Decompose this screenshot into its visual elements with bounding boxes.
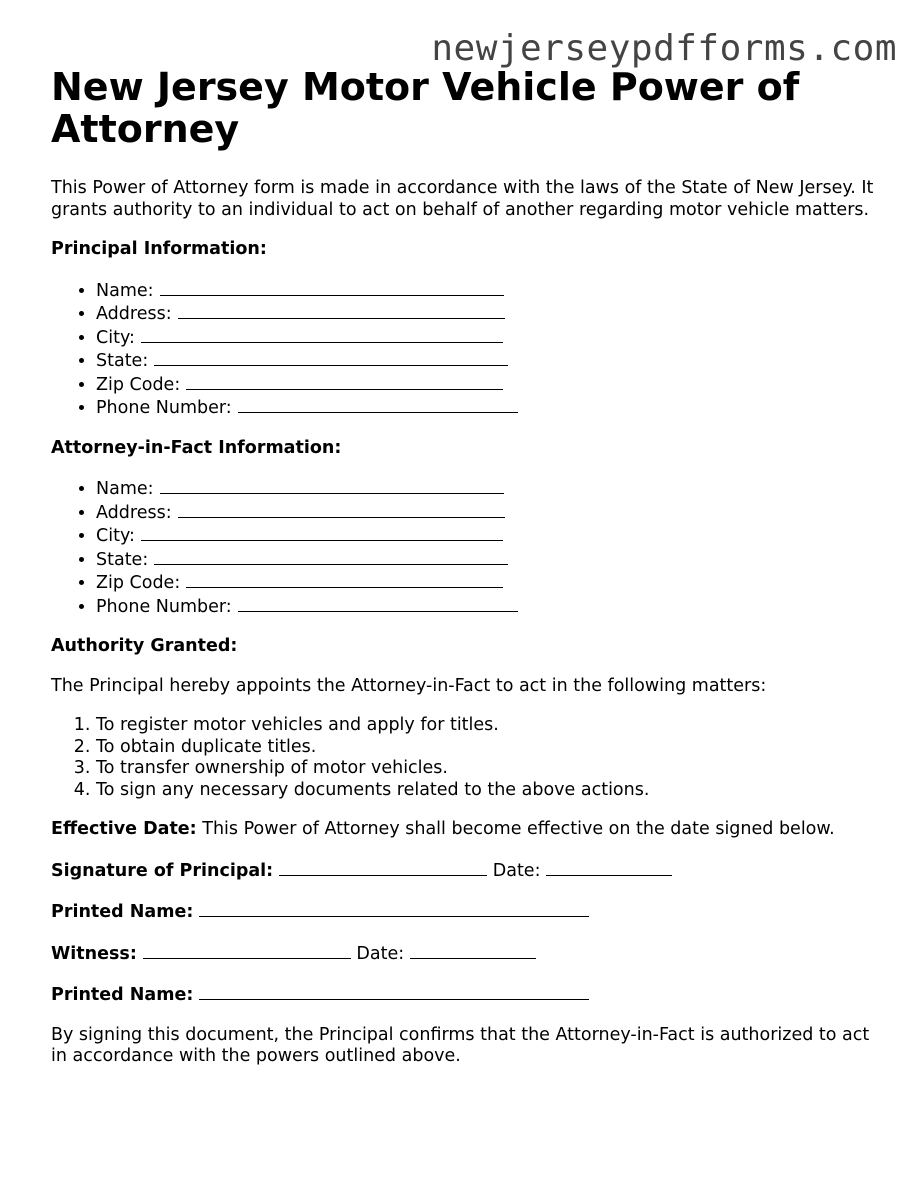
witness-date-line[interactable] xyxy=(410,942,536,959)
principal-zip-line[interactable] xyxy=(186,373,503,390)
attorney-phone-field: • Phone Number: xyxy=(96,595,881,619)
principal-printed-name-line[interactable] xyxy=(199,900,589,917)
authority-item: 1. To register motor vehicles and apply for titles. xyxy=(96,715,881,737)
witness-date-label: Date: xyxy=(356,943,405,964)
attorney-name-field: • Name: xyxy=(96,477,881,501)
witness-printed-name-row xyxy=(51,983,881,1007)
attorney-zip-line[interactable] xyxy=(186,571,503,588)
effective-date-text: This Power of Attorney shall become effective on the date signed below. xyxy=(196,819,835,839)
witness-signature-line[interactable] xyxy=(143,942,351,959)
principal-phone-field: • Phone Number: xyxy=(96,396,881,420)
witness-row xyxy=(51,942,881,966)
principal-phone-line[interactable] xyxy=(238,396,518,413)
principal-address-field: • Address: xyxy=(96,302,881,326)
attorney-state-field: • State: xyxy=(96,548,881,572)
principal-state-field: • State: xyxy=(96,349,881,373)
principal-date-line[interactable] xyxy=(546,859,672,876)
attorney-city-field: • City: xyxy=(96,524,881,548)
witness-printed-name-label: Printed Name: xyxy=(51,985,194,1005)
principal-signature-line[interactable] xyxy=(279,859,487,876)
attorney-phone-line[interactable] xyxy=(238,595,518,612)
effective-date-paragraph xyxy=(51,819,881,841)
attorney-address-field: • Address: xyxy=(96,501,881,525)
witness-label: Witness: xyxy=(51,943,137,964)
closing-paragraph: By signing this document, the Principal confirms that the Attorney-in-Fact is authorized to act in accordance with the powers outlined above. xyxy=(51,1024,870,1066)
authority-text: The Principal hereby appoints the Attorney-in-Fact to act in the following matters: xyxy=(51,675,767,696)
principal-signature-row xyxy=(51,859,881,883)
attorney-city-line[interactable] xyxy=(141,524,503,541)
principal-address-line[interactable] xyxy=(178,302,505,319)
attorney-fields-list xyxy=(51,477,881,618)
attorney-state-line[interactable] xyxy=(154,548,508,565)
principal-printed-name-row xyxy=(51,900,881,924)
document-title: New Jersey Motor Vehicle Power of Attorney xyxy=(51,65,800,151)
authority-heading: Authority Granted: xyxy=(51,636,238,656)
principal-name-field: • Name: xyxy=(96,279,881,303)
effective-date-label: Effective Date: xyxy=(51,819,197,839)
attorney-heading: Attorney-in-Fact Information: xyxy=(51,437,342,458)
principal-state-line[interactable] xyxy=(154,349,508,366)
watermark: newjerseypdfforms.com xyxy=(431,28,897,69)
attorney-zip-field: • Zip Code: xyxy=(96,571,881,595)
principal-name-line[interactable] xyxy=(160,279,504,296)
principal-signature-label: Signature of Principal: xyxy=(51,860,274,881)
document-body xyxy=(51,66,881,1068)
principal-printed-name-label: Printed Name: xyxy=(51,902,194,922)
authority-item: 3. To transfer ownership of motor vehicles. xyxy=(96,758,881,780)
authority-item: 2. To obtain duplicate titles. xyxy=(96,737,881,759)
principal-date-label: Date: xyxy=(492,860,541,881)
principal-heading: Principal Information: xyxy=(51,239,267,259)
principal-city-line[interactable] xyxy=(141,326,503,343)
authority-item: 4. To sign any necessary documents related to the above actions. xyxy=(96,780,881,802)
witness-printed-name-line[interactable] xyxy=(199,983,589,1000)
attorney-name-line[interactable] xyxy=(160,477,504,494)
principal-fields-list xyxy=(51,279,881,420)
intro-paragraph: This Power of Attorney form is made in accordance with the laws of the State of New Jersey. It grants authority to an individual to act on behalf of another regarding motor vehicle matters. xyxy=(51,178,874,220)
attorney-address-line[interactable] xyxy=(178,501,505,518)
principal-zip-field: • Zip Code: xyxy=(96,373,881,397)
principal-city-field: • City: xyxy=(96,326,881,350)
authority-list xyxy=(51,715,881,801)
